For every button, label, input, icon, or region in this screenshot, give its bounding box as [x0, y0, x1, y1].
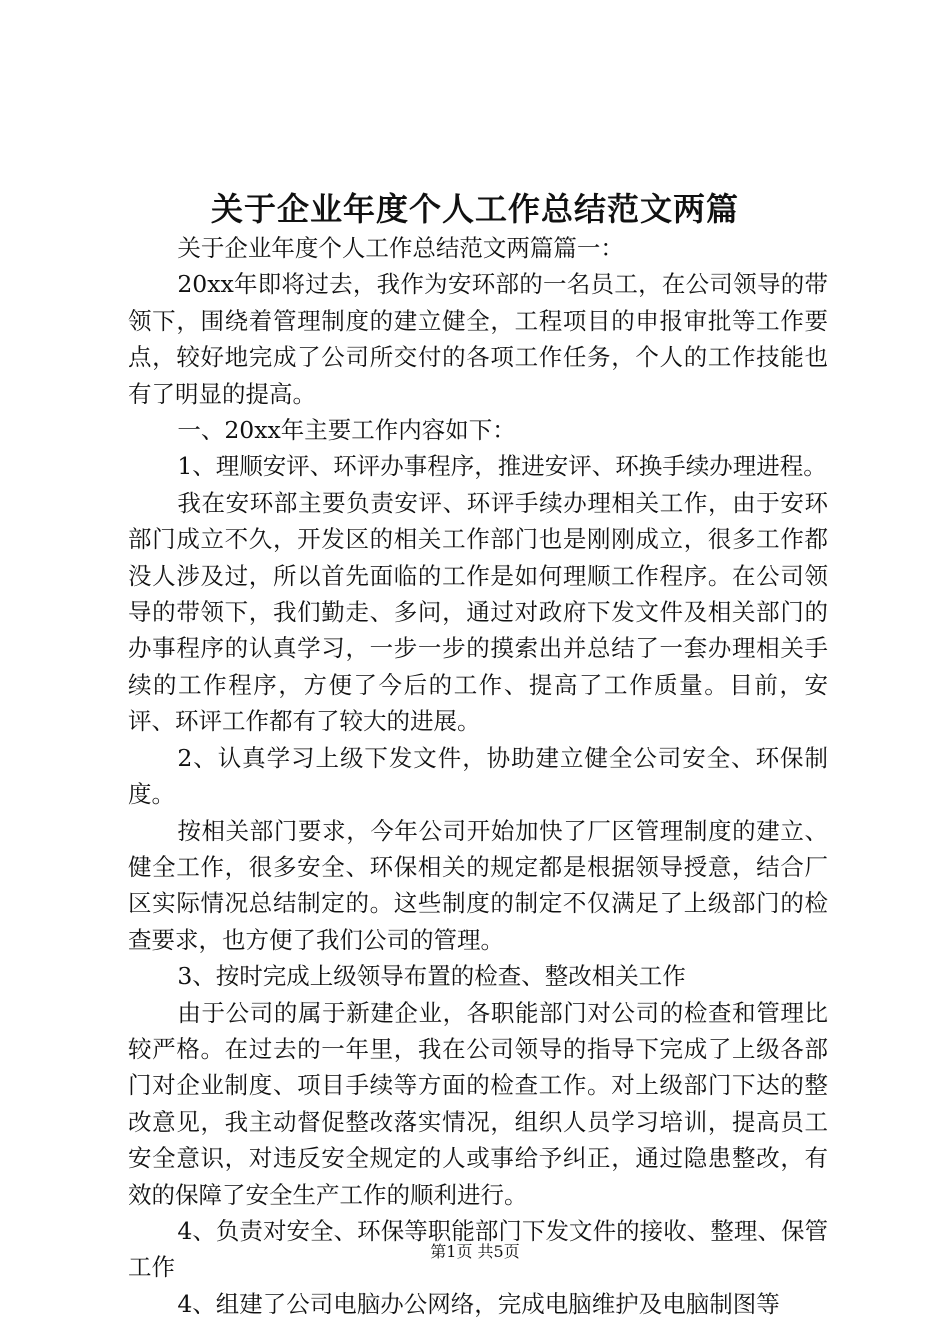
paragraph: 关于企业年度个人工作总结范文两篇篇一： — [177, 234, 624, 262]
paragraph: 3、按时完成上级领导布置的检查、整改相关工作 — [177, 962, 686, 991]
paragraph: 4、负责对安全、环保等职能部门下发文件的接收、整理、保管工作 — [128, 1216, 828, 1282]
paragraph: 2、认真学习上级下发文件，协助建立健全公司安全、环保制度。 — [128, 743, 828, 809]
document-body — [128, 230, 828, 1322]
page-number-footer: 第1页 共5页 — [430, 1242, 520, 1261]
paragraph: 4、组建了公司电脑办公网络，完成电脑维护及电脑制图等 — [177, 1289, 780, 1318]
paragraph: 1、理顺安评、环评办事程序，推进安评、环换手续办理进程。 — [177, 452, 827, 481]
paragraph: 一、20xx年主要工作内容如下： — [177, 416, 516, 445]
paragraph: 20xx年即将过去，我作为安环部的一名员工，在公司领导的带领下，围绕着管理制度的建立健全，工程项目的申报审批等工作要点，较好地完成了公司所交付的各项工作任务，个人的工作技能也有了明显的提高。 — [128, 270, 828, 408]
paragraph: 按相关部门要求，今年公司开始加快了厂区管理制度的建立、健全工作，很多安全、环保相关的规定都是根据领导授意，结合厂区实际情况总结制定的。这些制度的制定不仅满足了上级部门的检查要求，也方便了我们公司的管理。 — [128, 816, 828, 954]
paragraph: 由于公司的属于新建企业，各职能部门对公司的检查和管理比较严格。在过去的一年里，我在公司领导的指导下完成了上级各部门对企业制度、项目手续等方面的检查工作。对上级部门下达的整改意见，我主动督促整改落实情况，组织人员学习培训，提高员工安全意识，对违反安全规定的人或事给予纠正，通过隐患整改，有效的保障了安全生产工作的顺利进行。 — [128, 998, 828, 1209]
paragraph: 我在安环部主要负责安评、环评手续办理相关工作，由于安环部门成立不久，开发区的相关工作部门也是刚刚成立，很多工作都没人涉及过，所以首先面临的工作是如何理顺工作程序。在公司领导的带领下，我们勤走、多问，通过对政府下发文件及相关部门的办事程序的认真学习，一步一步的摸索出并总结了一套办理相关手续的工作程序，方便了今后的工作、提高了工作质量。目前，安评、环评工作都有了较大的进展。 — [128, 488, 828, 736]
document-title: 关于企业年度个人工作总结范文两篇 — [210, 190, 739, 228]
